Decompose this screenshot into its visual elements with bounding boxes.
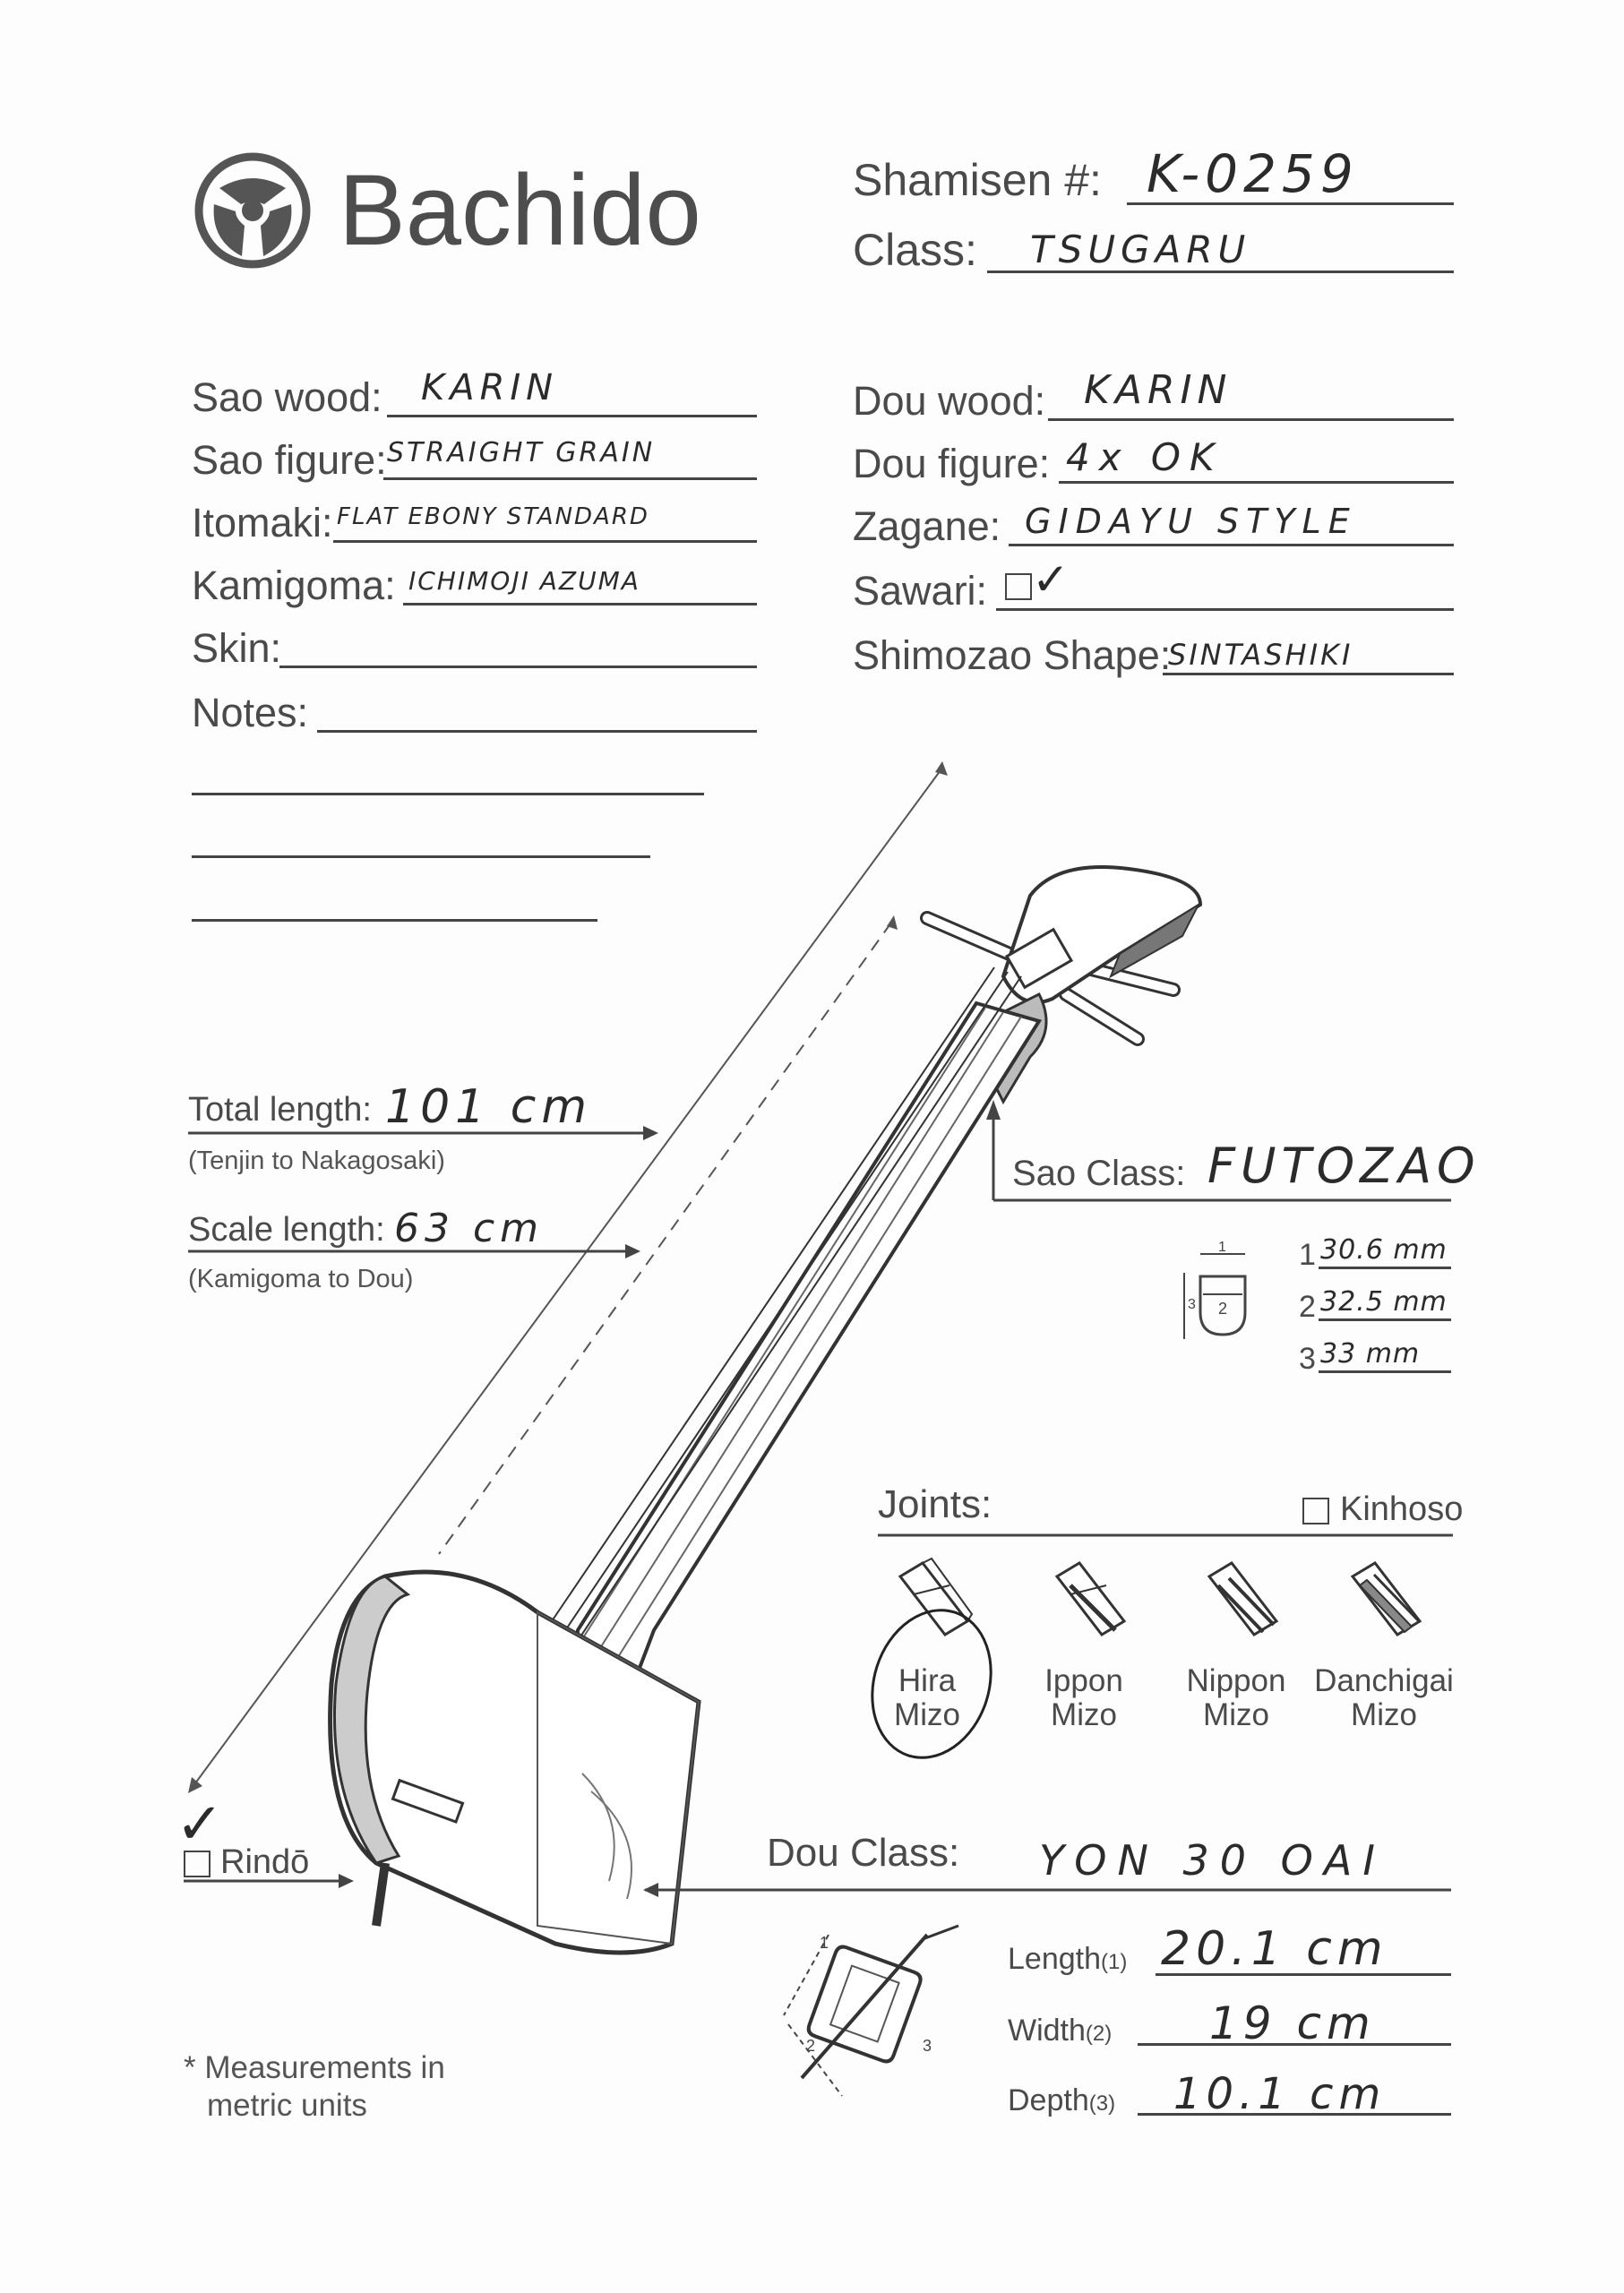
- kamigoma-value: ICHIMOJI AZUMA: [408, 566, 640, 596]
- dou-wood-value: KARIN: [1084, 367, 1233, 413]
- rindo-label: Rindō: [220, 1843, 310, 1881]
- ippon-mizo-joint-icon: [1039, 1559, 1129, 1648]
- shamisen-number-label: Shamisen #:: [853, 155, 1102, 205]
- dou-class-label: Dou Class:: [767, 1831, 960, 1875]
- dou-dimension-label: Depth(3): [1008, 2083, 1116, 2117]
- dou-dimension-value: 20.1 cm: [1161, 1922, 1388, 1976]
- zagane-value: GIDAYU STYLE: [1025, 502, 1357, 541]
- kamigoma-label: Kamigoma:: [192, 563, 396, 608]
- joint-name: Hira Mizo: [894, 1663, 960, 1732]
- joints-label: Joints:: [878, 1482, 992, 1526]
- itomaki-value: FLAT EBONY STANDARD: [337, 503, 649, 530]
- joint-name: Nippon Mizo: [1186, 1663, 1286, 1732]
- dou-dimension-label: Length(1): [1008, 1942, 1128, 1976]
- sao-measure-num: 3: [1299, 1342, 1316, 1376]
- scale-length-value: 63 cm: [394, 1206, 545, 1251]
- notes-label: Notes:: [192, 690, 309, 735]
- svg-text:3: 3: [1188, 1297, 1196, 1312]
- dou-dimension-value: 19 cm: [1209, 1997, 1376, 2049]
- kinhoso-label: Kinhoso: [1340, 1490, 1464, 1528]
- svg-text:3: 3: [923, 2037, 932, 2055]
- joint-name: Danchigai Mizo: [1314, 1663, 1454, 1732]
- dou-class-value: YON 30 OAI: [1039, 1836, 1386, 1885]
- svg-text:2: 2: [806, 2037, 816, 2055]
- dou-dimension-label: Width(2): [1008, 2014, 1113, 2048]
- total-length-sub: (Tenjin to Nakagosaki): [188, 1146, 445, 1175]
- shimozao-shape-label: Shimozao Shape:: [853, 632, 1172, 678]
- sao-measure-value: 30.6 mm: [1320, 1234, 1448, 1266]
- total-length-value: 101 cm: [385, 1080, 593, 1134]
- dou-wood-label: Dou wood:: [853, 378, 1046, 424]
- dou-dimension-value: 10.1 cm: [1173, 2069, 1387, 2119]
- sao-measure-num: 1: [1299, 1238, 1316, 1272]
- sao-measure-value: 33 mm: [1320, 1338, 1421, 1370]
- zagane-label: Zagane:: [853, 503, 1001, 549]
- nippon-mizo-joint-icon: [1191, 1559, 1281, 1648]
- dou-figure-label: Dou figure:: [853, 441, 1051, 486]
- class-label: Class:: [853, 225, 977, 275]
- skin-label: Skin:: [192, 625, 282, 671]
- sao-class-label: Sao Class:: [1012, 1154, 1186, 1193]
- svg-text:1: 1: [1218, 1240, 1226, 1255]
- sao-cross-section-icon: [1173, 1241, 1254, 1348]
- joint-name: Ippon Mizo: [1044, 1663, 1123, 1732]
- brand-name: Bachido: [339, 154, 701, 266]
- sao-measure-value: 32.5 mm: [1320, 1286, 1448, 1318]
- sawari-check-mark: ✓: [1032, 554, 1075, 605]
- scale-length-label: Scale length:: [188, 1211, 385, 1249]
- class-value: TSUGARU: [1030, 228, 1251, 271]
- shimozao-shape-value: SINTASHIKI: [1168, 638, 1353, 672]
- dou-cross-section-icon: [766, 1917, 972, 2114]
- sao-measure-num: 2: [1299, 1290, 1316, 1324]
- sao-figure-value: STRAIGHT GRAIN: [387, 437, 656, 468]
- scale-length-sub: (Kamigoma to Dou): [188, 1265, 414, 1293]
- total-length-label: Total length:: [188, 1091, 372, 1129]
- kinhoso-checkbox[interactable]: [1302, 1498, 1329, 1524]
- footnote: * Measurements in metric units: [184, 2050, 445, 2123]
- sawari-label: Sawari:: [853, 568, 988, 614]
- sao-wood-label: Sao wood:: [192, 374, 382, 420]
- rindo-check-mark: ✓: [176, 1791, 229, 1858]
- sao-figure-label: Sao figure:: [192, 437, 387, 483]
- svg-text:2: 2: [1218, 1300, 1228, 1318]
- svg-text:1: 1: [820, 1934, 829, 1952]
- dou-figure-value: 4x OK: [1066, 435, 1224, 479]
- sao-class-value: FUTOZAO: [1207, 1138, 1481, 1194]
- shamisen-number-value: K-0259: [1147, 143, 1359, 204]
- itomaki-label: Itomaki:: [192, 500, 333, 545]
- sao-wood-value: KARIN: [421, 367, 559, 408]
- danchigai-mizo-joint-icon: [1335, 1559, 1424, 1648]
